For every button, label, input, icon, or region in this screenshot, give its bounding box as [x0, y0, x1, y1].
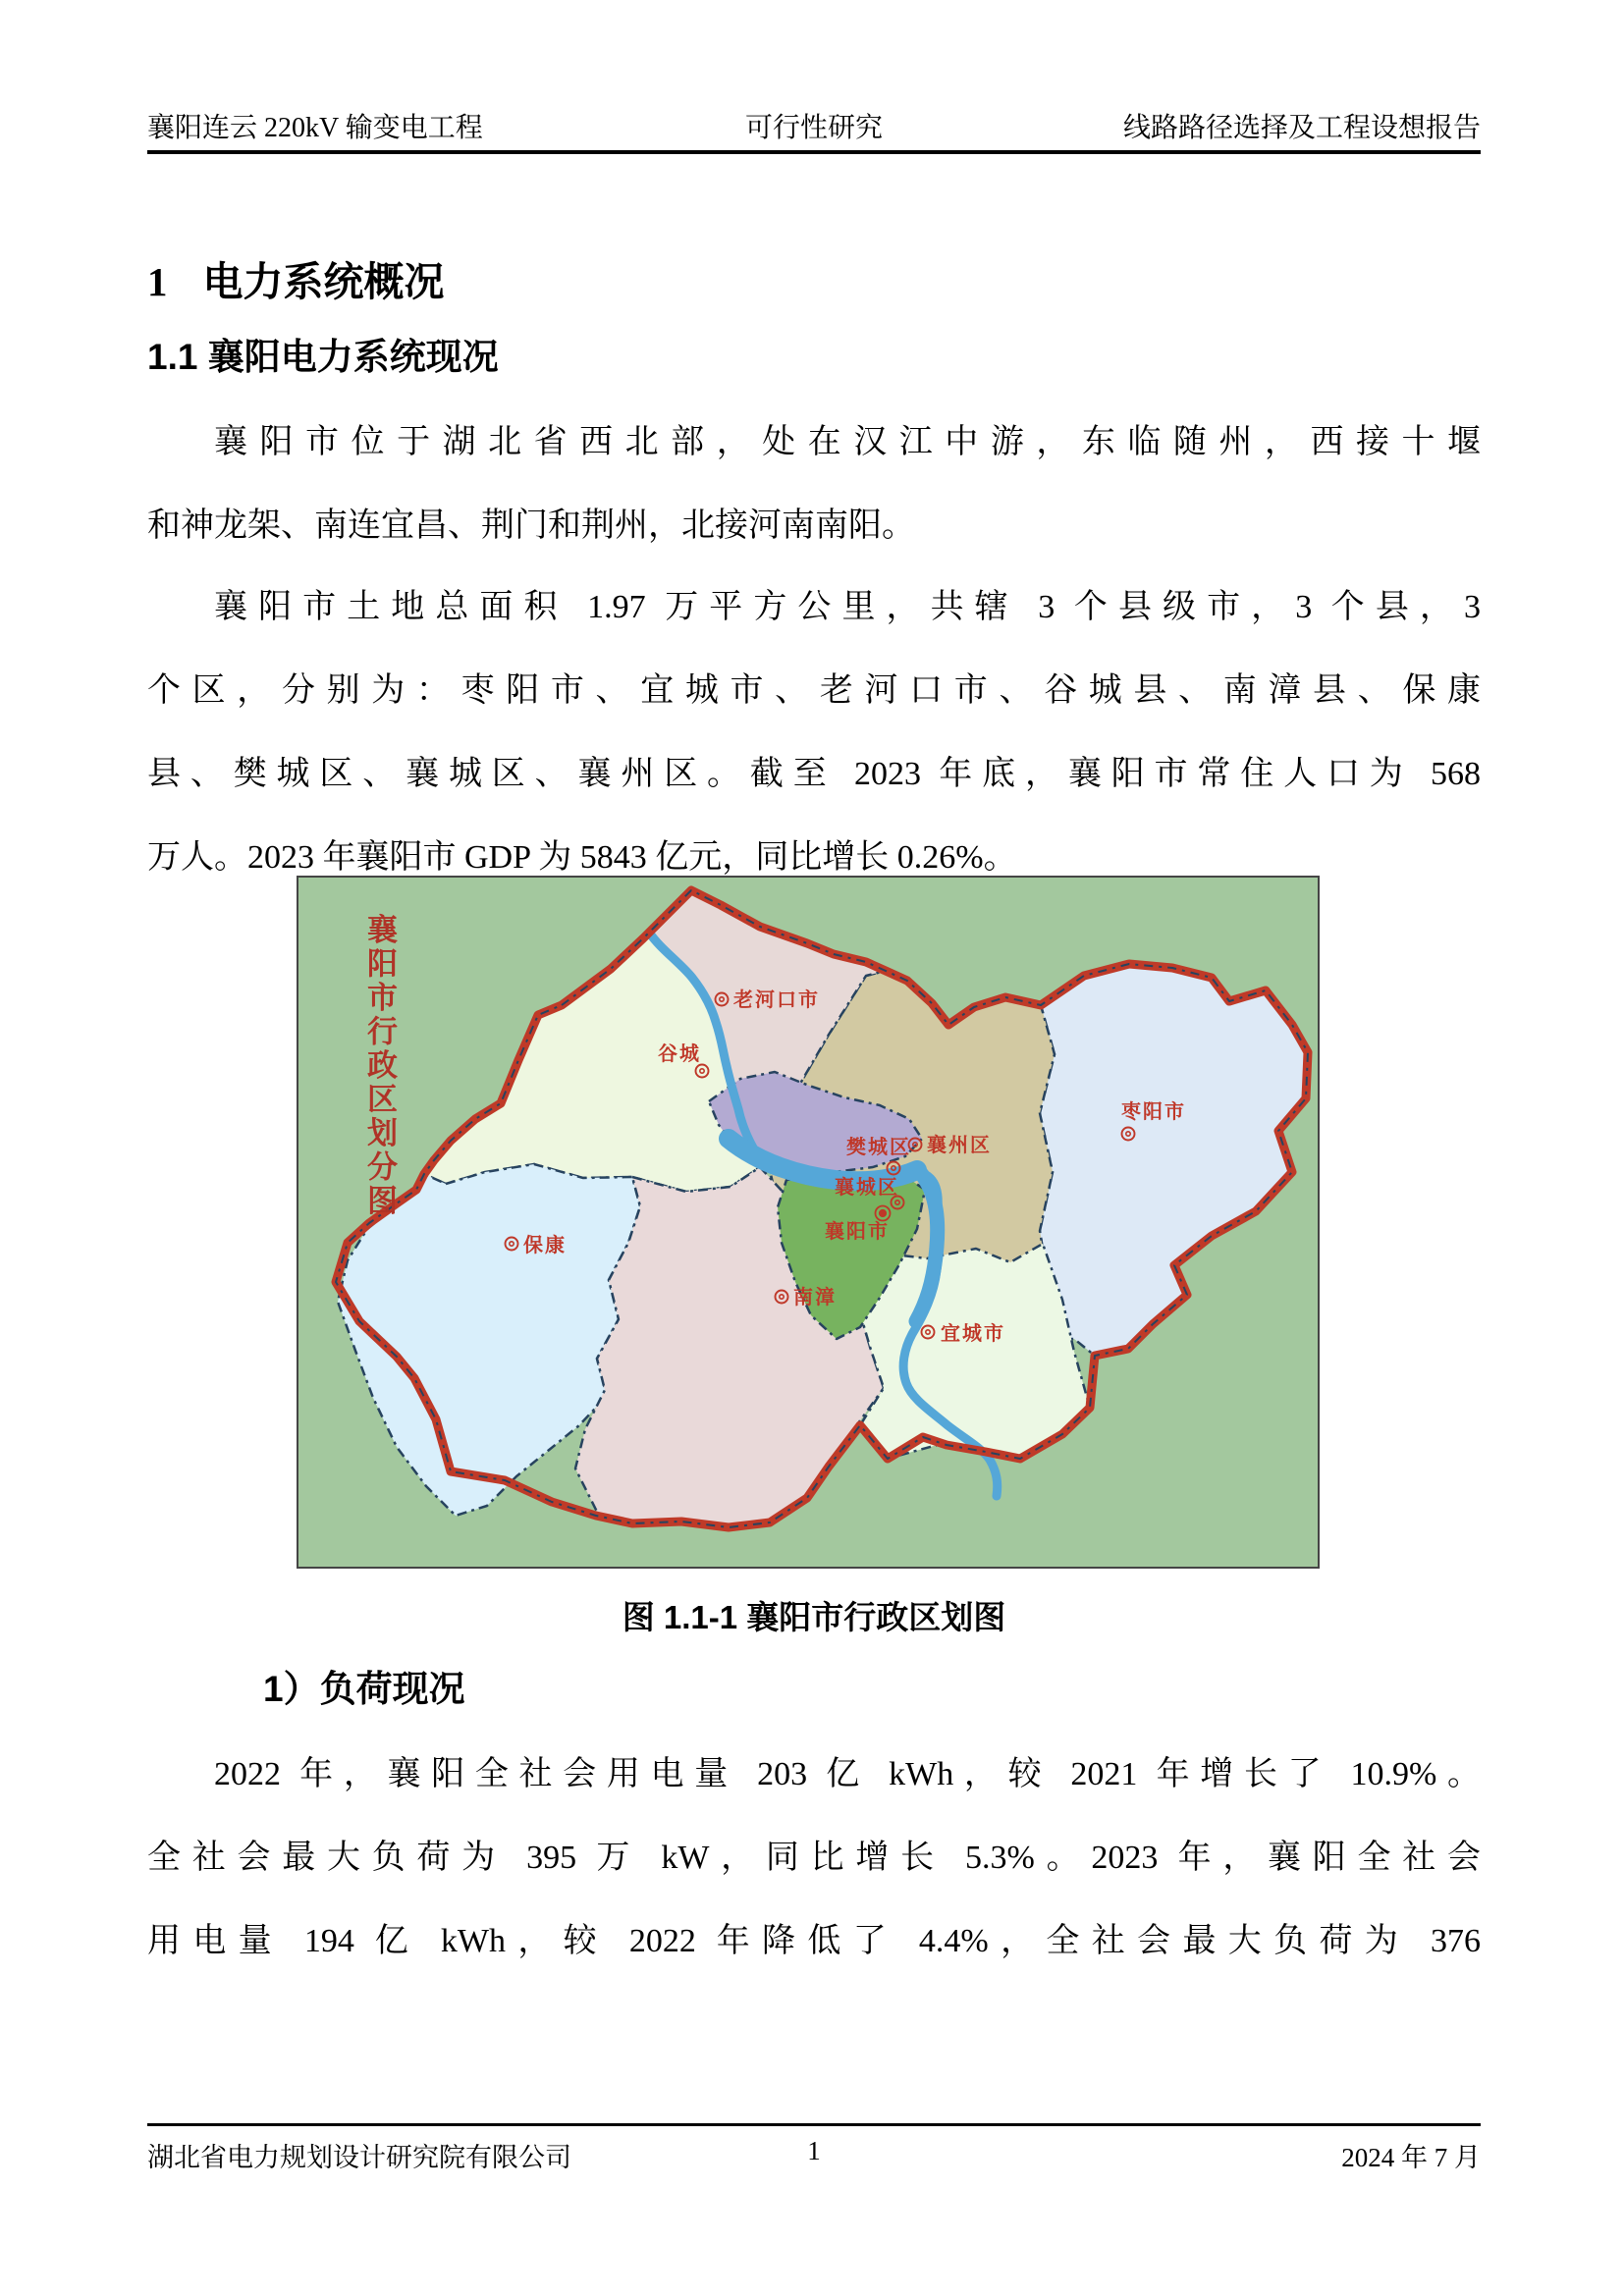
map-label-text-zaoyang: 枣阳市 — [1121, 1101, 1186, 1123]
map-label-text-xiangzhou: 襄州区 — [927, 1135, 992, 1156]
map-label-text-yicheng: 宜城市 — [941, 1323, 1005, 1345]
text-line: 用电量 194 亿 kWh，较 2022 年降低了 4.4%，全社会最大负荷为 376 — [147, 1923, 1481, 1959]
map-label-text-fancheng: 樊城区 — [846, 1137, 911, 1158]
header-report-title: 线路路径选择及工程设想报告 — [1122, 113, 1481, 143]
text-line: 襄阳市位于湖北省西北部，处在汉江中游，东临随州，西接十堰 — [214, 424, 1481, 460]
text-line: 县、樊城区、襄城区、襄州区。截至 2023 年底，襄阳市常住人口为 568 — [147, 756, 1481, 792]
header-project-title: 襄阳连云 220kV 输变电工程 — [147, 113, 483, 143]
map-title-char: 图 — [367, 1184, 398, 1218]
text-line: 全社会最大负荷为 395 万 kW，同比增长 5.3%。2023 年，襄阳全社会 — [147, 1840, 1481, 1876]
text-line: 万人。2023 年襄阳市 GDP 为 5843 亿元，同比增长 0.26%。 — [147, 839, 1017, 876]
map-label-text-xiangyang: 襄阳市 — [825, 1221, 890, 1243]
section-number: 1 — [147, 259, 168, 304]
paragraph-load-status — [147, 1733, 1481, 1983]
footer-date: 2024 年 7 月 — [1341, 2143, 1481, 2172]
page-footer — [147, 2123, 1481, 2174]
map-title-char: 划 — [367, 1116, 398, 1150]
map-label-text-nanzhang: 南漳 — [793, 1287, 837, 1308]
map-label-text-baokang: 保康 — [523, 1235, 567, 1256]
map-title-char: 行 — [367, 1014, 398, 1049]
administrative-map-figure — [297, 876, 1320, 1569]
map-vertical-title — [367, 913, 398, 1218]
text-line: 2022 年，襄阳全社会用电量 203 亿 kWh，较 2021 年增长了 10.9%。 — [214, 1756, 1481, 1792]
footer-page-number: 1 — [807, 2136, 821, 2165]
map-title-char: 政 — [367, 1048, 398, 1083]
text-line: 个区，分别为：枣阳市、宜城市、老河口市、谷城县、南漳县、保康 — [147, 672, 1481, 709]
figure-caption: 图 1.1-1 襄阳市行政区划图 — [622, 1599, 1006, 1635]
footer-company: 湖北省电力规划设计研究院有限公司 — [147, 2143, 571, 2172]
map-title-char: 区 — [367, 1082, 398, 1117]
text-line: 襄阳市土地总面积 1.97 万平方公里，共辖 3 个县级市，3 个县，3 — [214, 589, 1481, 625]
header-doc-type: 可行性研究 — [744, 113, 883, 143]
section-title: 电力系统概况 — [202, 259, 445, 304]
paragraph-area-population — [147, 565, 1481, 899]
map-title-char: 市 — [367, 981, 398, 1015]
map-label-text-gucheng: 谷城 — [658, 1043, 701, 1065]
map-title-char: 分 — [367, 1149, 398, 1185]
page-header — [147, 112, 1481, 154]
xiangyang-administrative-map — [297, 876, 1320, 1569]
paragraph-overview — [147, 400, 1481, 567]
text-line: 和神龙架、南连宜昌、荆门和荆州，北接河南南阳。 — [147, 507, 915, 544]
section-heading-1-1: 1.1 襄阳电力系统现况 — [147, 337, 499, 377]
map-title-char: 襄 — [367, 913, 398, 947]
load-status-heading: 1）负荷现况 — [263, 1669, 465, 1709]
map-title-char: 阳 — [367, 946, 398, 982]
city-dot-marker — [879, 1209, 886, 1216]
map-label-text-laohekou: 老河口市 — [733, 989, 820, 1011]
map-label-text-xiangcheng: 襄城区 — [835, 1177, 899, 1199]
section-heading-1 — [147, 249, 445, 307]
